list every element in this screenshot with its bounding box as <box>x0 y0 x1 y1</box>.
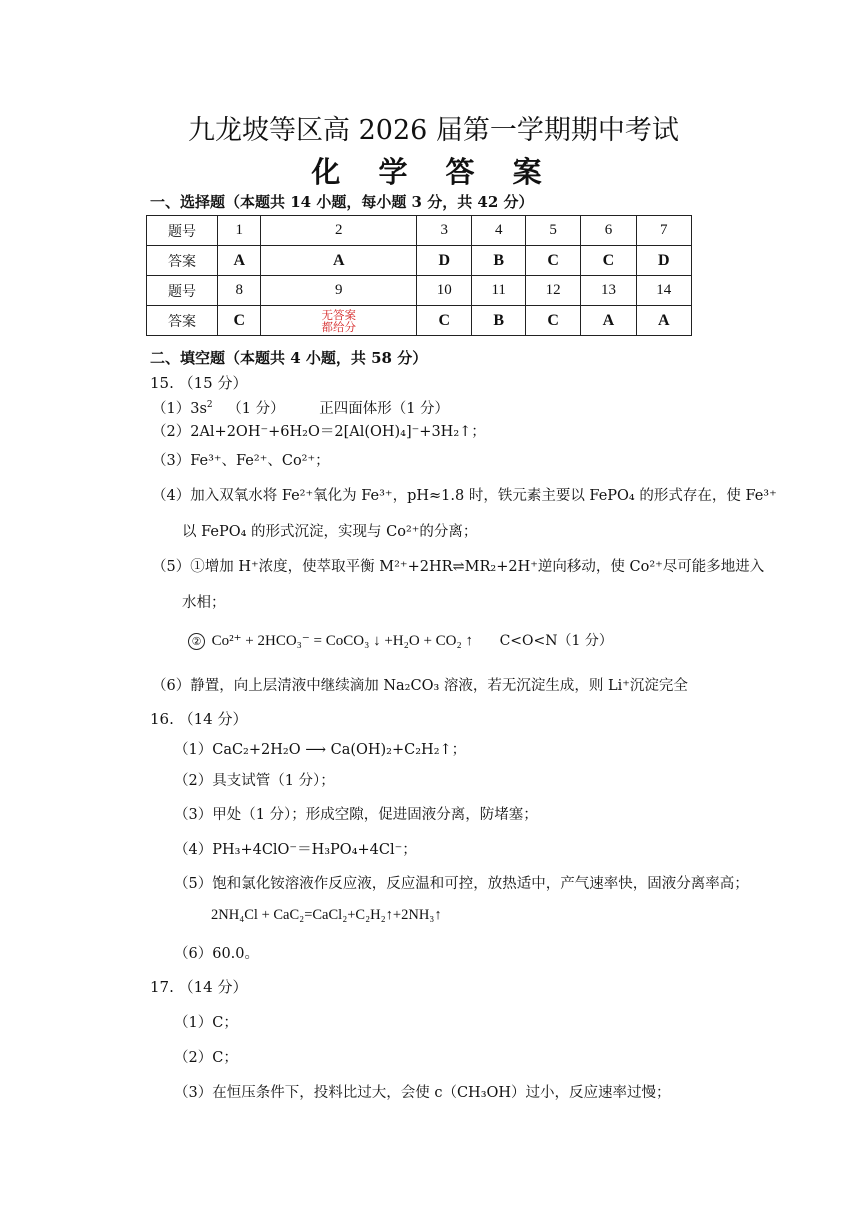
table-cell: 2 <box>261 216 417 246</box>
table-cell: 9 <box>261 276 417 306</box>
circle-one-marker: ① <box>190 559 205 575</box>
q15-line4b: 以 FePO₄ 的形式沉淀，实现与 Co²⁺的分离； <box>182 524 478 540</box>
q16-line6: （6）60.0。 <box>174 946 260 962</box>
section1-heading: 一、选择题（本题共 14 小题，每小题 3 分，共 42 分） <box>150 193 534 211</box>
table-cell: A <box>636 306 691 336</box>
table-cell: C <box>218 306 261 336</box>
q16-line5: （5）饱和氯化铵溶液作反应液，反应温和可控，放热适中，产气速率快，固液分离率高； <box>174 876 749 892</box>
table-cell-stamp <box>261 306 417 336</box>
document-title: 九龙坡等区高 2026 届第一学期期中考试 <box>188 115 679 146</box>
q16-line5b: 2NH₄Cl + CaC₂=CaCl₂+C₂H₂↑+2NH₃↑ <box>211 907 442 923</box>
q15-line1 <box>152 397 449 418</box>
table-cell: B <box>472 306 525 336</box>
table-cell: C <box>525 306 580 336</box>
table-cell: 13 <box>581 276 636 306</box>
q15-line5c <box>188 630 613 650</box>
section2-heading: 二、填空题（本题共 4 小题，共 58 分） <box>150 349 428 367</box>
cobalt-carbonate-equation: Co²⁺ + 2HCO₃⁻ = CoCO₃ ↓ +H₂O + CO₂ ↑ <box>211 633 473 649</box>
row-label: 题号 <box>147 216 218 246</box>
table-cell: 10 <box>417 276 472 306</box>
answer-table <box>146 215 692 336</box>
table-cell: A <box>581 306 636 336</box>
table-cell: A <box>261 246 417 276</box>
document-subtitle: 化 学 答 案 <box>311 155 556 189</box>
q15-line1-score: （1 分） <box>227 401 285 417</box>
q15-line1-shape: 正四面体形（1 分） <box>319 401 450 417</box>
q16-line4: （4）PH₃+4ClO⁻＝H₃PO₄+4Cl⁻； <box>174 842 417 858</box>
q17-line3: （3）在恒压条件下，投料比过大，会使 c（CH₃OH）过小，反应速率过慢； <box>174 1085 671 1101</box>
table-cell: 4 <box>472 216 525 246</box>
table-row <box>147 246 692 276</box>
table-cell: 14 <box>636 276 691 306</box>
q15-line3: （3）Fe³⁺、Fe²⁺、Co²⁺； <box>152 453 330 469</box>
table-cell: A <box>218 246 261 276</box>
q15-line5c-tail: C<O<N（1 分） <box>499 633 613 649</box>
row-label: 题号 <box>147 276 218 306</box>
table-cell: 12 <box>525 276 580 306</box>
q17-header: 17. （14 分） <box>150 978 248 996</box>
table-cell: D <box>636 246 691 276</box>
q15-line6: （6）静置，向上层清液中继续滴加 Na₂CO₃ 溶液，若无沉淀生成，则 Li⁺沉淀完全 <box>152 678 688 694</box>
q15-line1-text: （1）3s <box>152 401 207 417</box>
table-row <box>147 276 692 306</box>
red-note-stamp: 无答案都给分 <box>321 307 357 334</box>
q15-header: 15. （15 分） <box>150 374 248 392</box>
q16-header: 16. （14 分） <box>150 710 248 728</box>
q16-line1: （1）CaC₂+2H₂O ⟶ Ca(OH)₂+C₂H₂↑； <box>174 742 467 758</box>
table-cell: B <box>472 246 525 276</box>
row-label: 答案 <box>147 246 218 276</box>
q15-line5a-prefix: （5） <box>152 559 191 575</box>
q15-line5a-text: 增加 H⁺浓度，使萃取平衡 M²⁺+2HR⇌MR₂+2H⁺逆向移动，使 Co²⁺尽可能多地进入 <box>204 559 765 575</box>
q15-line2: （2）2Al+2OH⁻+6H₂O＝2[Al(OH)₄]⁻+3H₂↑； <box>152 424 486 440</box>
table-cell: 5 <box>525 216 580 246</box>
table-cell: C <box>417 306 472 336</box>
table-row <box>147 216 692 246</box>
table-cell: D <box>417 246 472 276</box>
table-row <box>147 306 692 336</box>
table-cell: C <box>525 246 580 276</box>
q15-line4a: （4）加入双氧水将 Fe²⁺氧化为 Fe³⁺，pH≈1.8 时，铁元素主要以 FePO₄ 的形式存在，使 Fe³⁺ <box>152 488 777 504</box>
q17-line2: （2）C； <box>174 1050 238 1066</box>
q16-line3: （3）甲处（1 分）；形成空隙，促进固液分离，防堵塞； <box>174 807 538 823</box>
circle-two-marker: ② <box>188 633 205 650</box>
q16-line2: （2）具支试管（1 分）； <box>174 773 335 789</box>
table-cell: C <box>581 246 636 276</box>
row-label: 答案 <box>147 306 218 336</box>
q17-line1: （1）C； <box>174 1015 238 1031</box>
table-cell: 6 <box>581 216 636 246</box>
table-cell: 1 <box>218 216 261 246</box>
q15-line5b: 水相； <box>182 595 226 611</box>
table-cell: 11 <box>472 276 525 306</box>
q15-line1-sup: 2 <box>206 400 213 411</box>
table-cell: 3 <box>417 216 472 246</box>
q15-line5a <box>152 555 764 576</box>
table-cell: 8 <box>218 276 261 306</box>
table-cell: 7 <box>636 216 691 246</box>
